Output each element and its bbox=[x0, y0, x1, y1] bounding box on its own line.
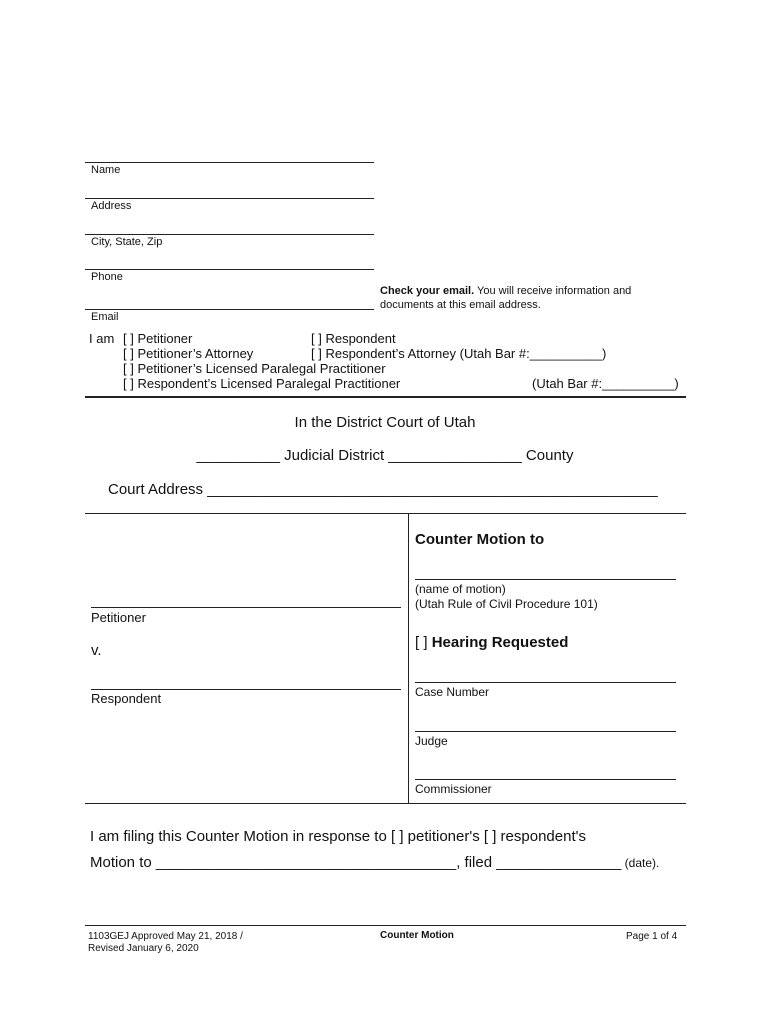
form-id-line-2: Revised January 6, 2020 bbox=[88, 943, 199, 954]
petitioner-line[interactable] bbox=[91, 607, 401, 608]
form-id bbox=[88, 931, 243, 955]
city-state-zip-label: City, State, Zip bbox=[91, 236, 163, 248]
respondent-line[interactable] bbox=[91, 689, 401, 690]
address-line[interactable] bbox=[85, 198, 374, 199]
motion-to-line[interactable]: Motion to ____________________________________, filed _______________ bbox=[90, 854, 622, 871]
court-title: In the District Court of Utah bbox=[294, 414, 476, 431]
district-line[interactable]: __________ Judicial District ________________ County bbox=[196, 447, 574, 464]
checkbox-petitioner[interactable]: [ ] Petitioner bbox=[123, 331, 193, 346]
motion-name-line[interactable] bbox=[415, 579, 676, 580]
versus-label: v. bbox=[91, 642, 102, 659]
hearing-checkbox[interactable]: [ ] bbox=[415, 634, 428, 651]
email-line[interactable] bbox=[85, 309, 374, 310]
date-label: (date). bbox=[621, 856, 660, 870]
name-label: Name bbox=[91, 164, 121, 176]
address-label: Address bbox=[91, 200, 132, 212]
checkbox-respondent-paralegal[interactable]: [ ] Respondent’s Licensed Paralegal Practitioner bbox=[123, 376, 401, 391]
commissioner-line[interactable] bbox=[415, 779, 676, 780]
petitioner-label: Petitioner bbox=[91, 610, 146, 625]
body-line-2[interactable] bbox=[90, 854, 659, 871]
hearing-label: Hearing Requested bbox=[431, 634, 569, 651]
page-number: Page 1 of 4 bbox=[626, 931, 678, 942]
name-line[interactable] bbox=[85, 162, 374, 163]
motion-name-label: (name of motion) bbox=[415, 582, 506, 596]
checkbox-petitioner-attorney[interactable]: [ ] Petitioner’s Attorney bbox=[123, 346, 254, 361]
form-id-line-1: 1103GEJ Approved May 21, 2018 / bbox=[88, 931, 243, 942]
checkbox-petitioner-paralegal[interactable]: [ ] Petitioner’s Licensed Paralegal Practitioner bbox=[123, 361, 386, 376]
phone-label: Phone bbox=[91, 271, 123, 283]
paralegal-bar-number[interactable]: (Utah Bar #:__________) bbox=[532, 376, 679, 391]
case-number-label: Case Number bbox=[415, 685, 490, 699]
footer-title: Counter Motion bbox=[380, 930, 454, 941]
header-divider bbox=[85, 396, 686, 398]
caption-bottom-border bbox=[85, 803, 686, 804]
respondent-label: Respondent bbox=[91, 691, 162, 706]
checkbox-respondent[interactable]: [ ] Respondent bbox=[311, 331, 396, 346]
iam-prefix: I am bbox=[89, 331, 115, 346]
motion-title: Counter Motion to bbox=[415, 531, 545, 548]
email-note-bold: Check your email. bbox=[380, 285, 475, 297]
case-number-line[interactable] bbox=[415, 682, 676, 683]
footer-divider bbox=[85, 925, 686, 926]
email-note-line1: You will receive information and bbox=[474, 285, 632, 297]
judge-line[interactable] bbox=[415, 731, 676, 732]
hearing-requested[interactable] bbox=[415, 634, 568, 651]
judge-label: Judge bbox=[415, 734, 448, 748]
court-address-line[interactable]: Court Address ______________________________________________________ bbox=[108, 481, 658, 498]
email-note bbox=[380, 284, 680, 312]
city-state-zip-line[interactable] bbox=[85, 234, 374, 235]
email-label: Email bbox=[91, 311, 119, 323]
rule-label: (Utah Rule of Civil Procedure 101) bbox=[415, 597, 598, 611]
email-note-line2: documents at this email address. bbox=[380, 299, 541, 311]
phone-line[interactable] bbox=[85, 269, 374, 270]
commissioner-label: Commissioner bbox=[415, 782, 492, 796]
caption-divider bbox=[408, 513, 409, 803]
checkbox-respondent-attorney[interactable]: [ ] Respondent’s Attorney (Utah Bar #:__________) bbox=[311, 346, 607, 361]
body-line-1[interactable]: I am filing this Counter Motion in response to [ ] petitioner's [ ] respondent's bbox=[90, 828, 586, 845]
caption-top-border bbox=[85, 513, 686, 514]
